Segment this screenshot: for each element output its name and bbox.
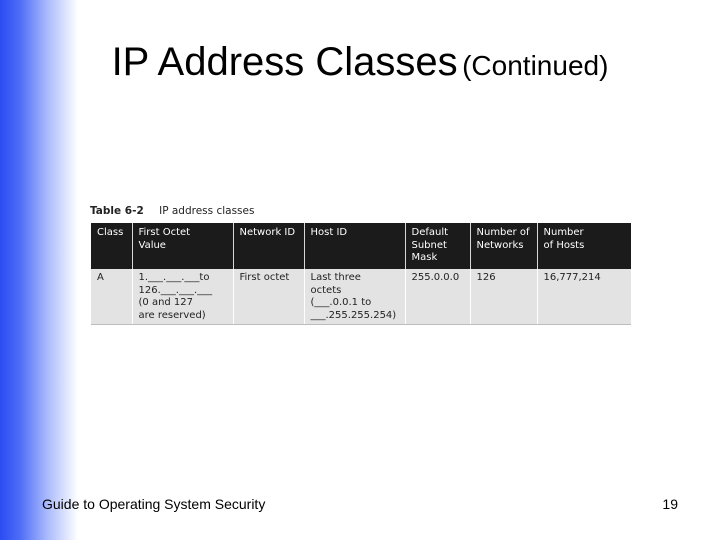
header-number-of-networks-label: Number of Networks: [476, 227, 530, 251]
footer-page-number: 19: [662, 496, 678, 512]
cell-host-id-text: Last three octets (___.0.0.1 to ___.255.255.254): [310, 272, 397, 321]
cell-default-subnet-mask-text: 255.0.0.0: [411, 272, 460, 283]
cell-number-of-hosts-text: 16,777,214: [543, 272, 601, 283]
cell-host-id: [304, 269, 405, 325]
cell-first-octet-value: [132, 269, 233, 325]
table-row: [91, 269, 631, 325]
slide-title-sub: (Continued): [462, 50, 609, 81]
table-caption-text: IP address classes: [159, 205, 255, 217]
header-host-id: [304, 223, 405, 269]
cell-number-of-hosts: [537, 269, 631, 325]
header-host-id-label: Host ID: [310, 227, 348, 238]
cell-network-id-text: First octet: [239, 272, 290, 283]
header-number-of-networks: [470, 223, 537, 269]
header-network-id-label: Network ID: [239, 227, 296, 238]
header-default-subnet-mask: [405, 223, 470, 269]
header-class: [91, 223, 132, 269]
header-class-label: Class: [97, 227, 124, 238]
header-first-octet-value-label: First Octet Value: [138, 227, 191, 251]
cell-default-subnet-mask: [405, 269, 470, 325]
cell-class: [91, 269, 132, 325]
table-caption: [90, 205, 254, 217]
header-number-of-hosts-label: Number of Hosts: [543, 227, 585, 251]
table-header-row: [91, 223, 631, 269]
cell-class-text: A: [97, 272, 104, 283]
header-first-octet-value: [132, 223, 233, 269]
cell-first-octet-value-text: 1.___.___.___to 126.___.___.___ (0 and 127 are reserved): [138, 272, 213, 321]
cell-network-id: [233, 269, 304, 325]
ip-classes-table: [91, 223, 631, 325]
header-number-of-hosts: [537, 223, 631, 269]
footer-course-title: Guide to Operating System Security: [42, 496, 266, 512]
table-caption-number: Table 6-2: [90, 205, 144, 217]
cell-number-of-networks-text: 126: [476, 272, 496, 283]
header-default-subnet-mask-label: Default Subnet Mask: [411, 227, 449, 263]
slide-title: [0, 40, 720, 85]
header-network-id: [233, 223, 304, 269]
slide-title-main: IP Address Classes: [111, 40, 458, 84]
cell-number-of-networks: [470, 269, 537, 325]
